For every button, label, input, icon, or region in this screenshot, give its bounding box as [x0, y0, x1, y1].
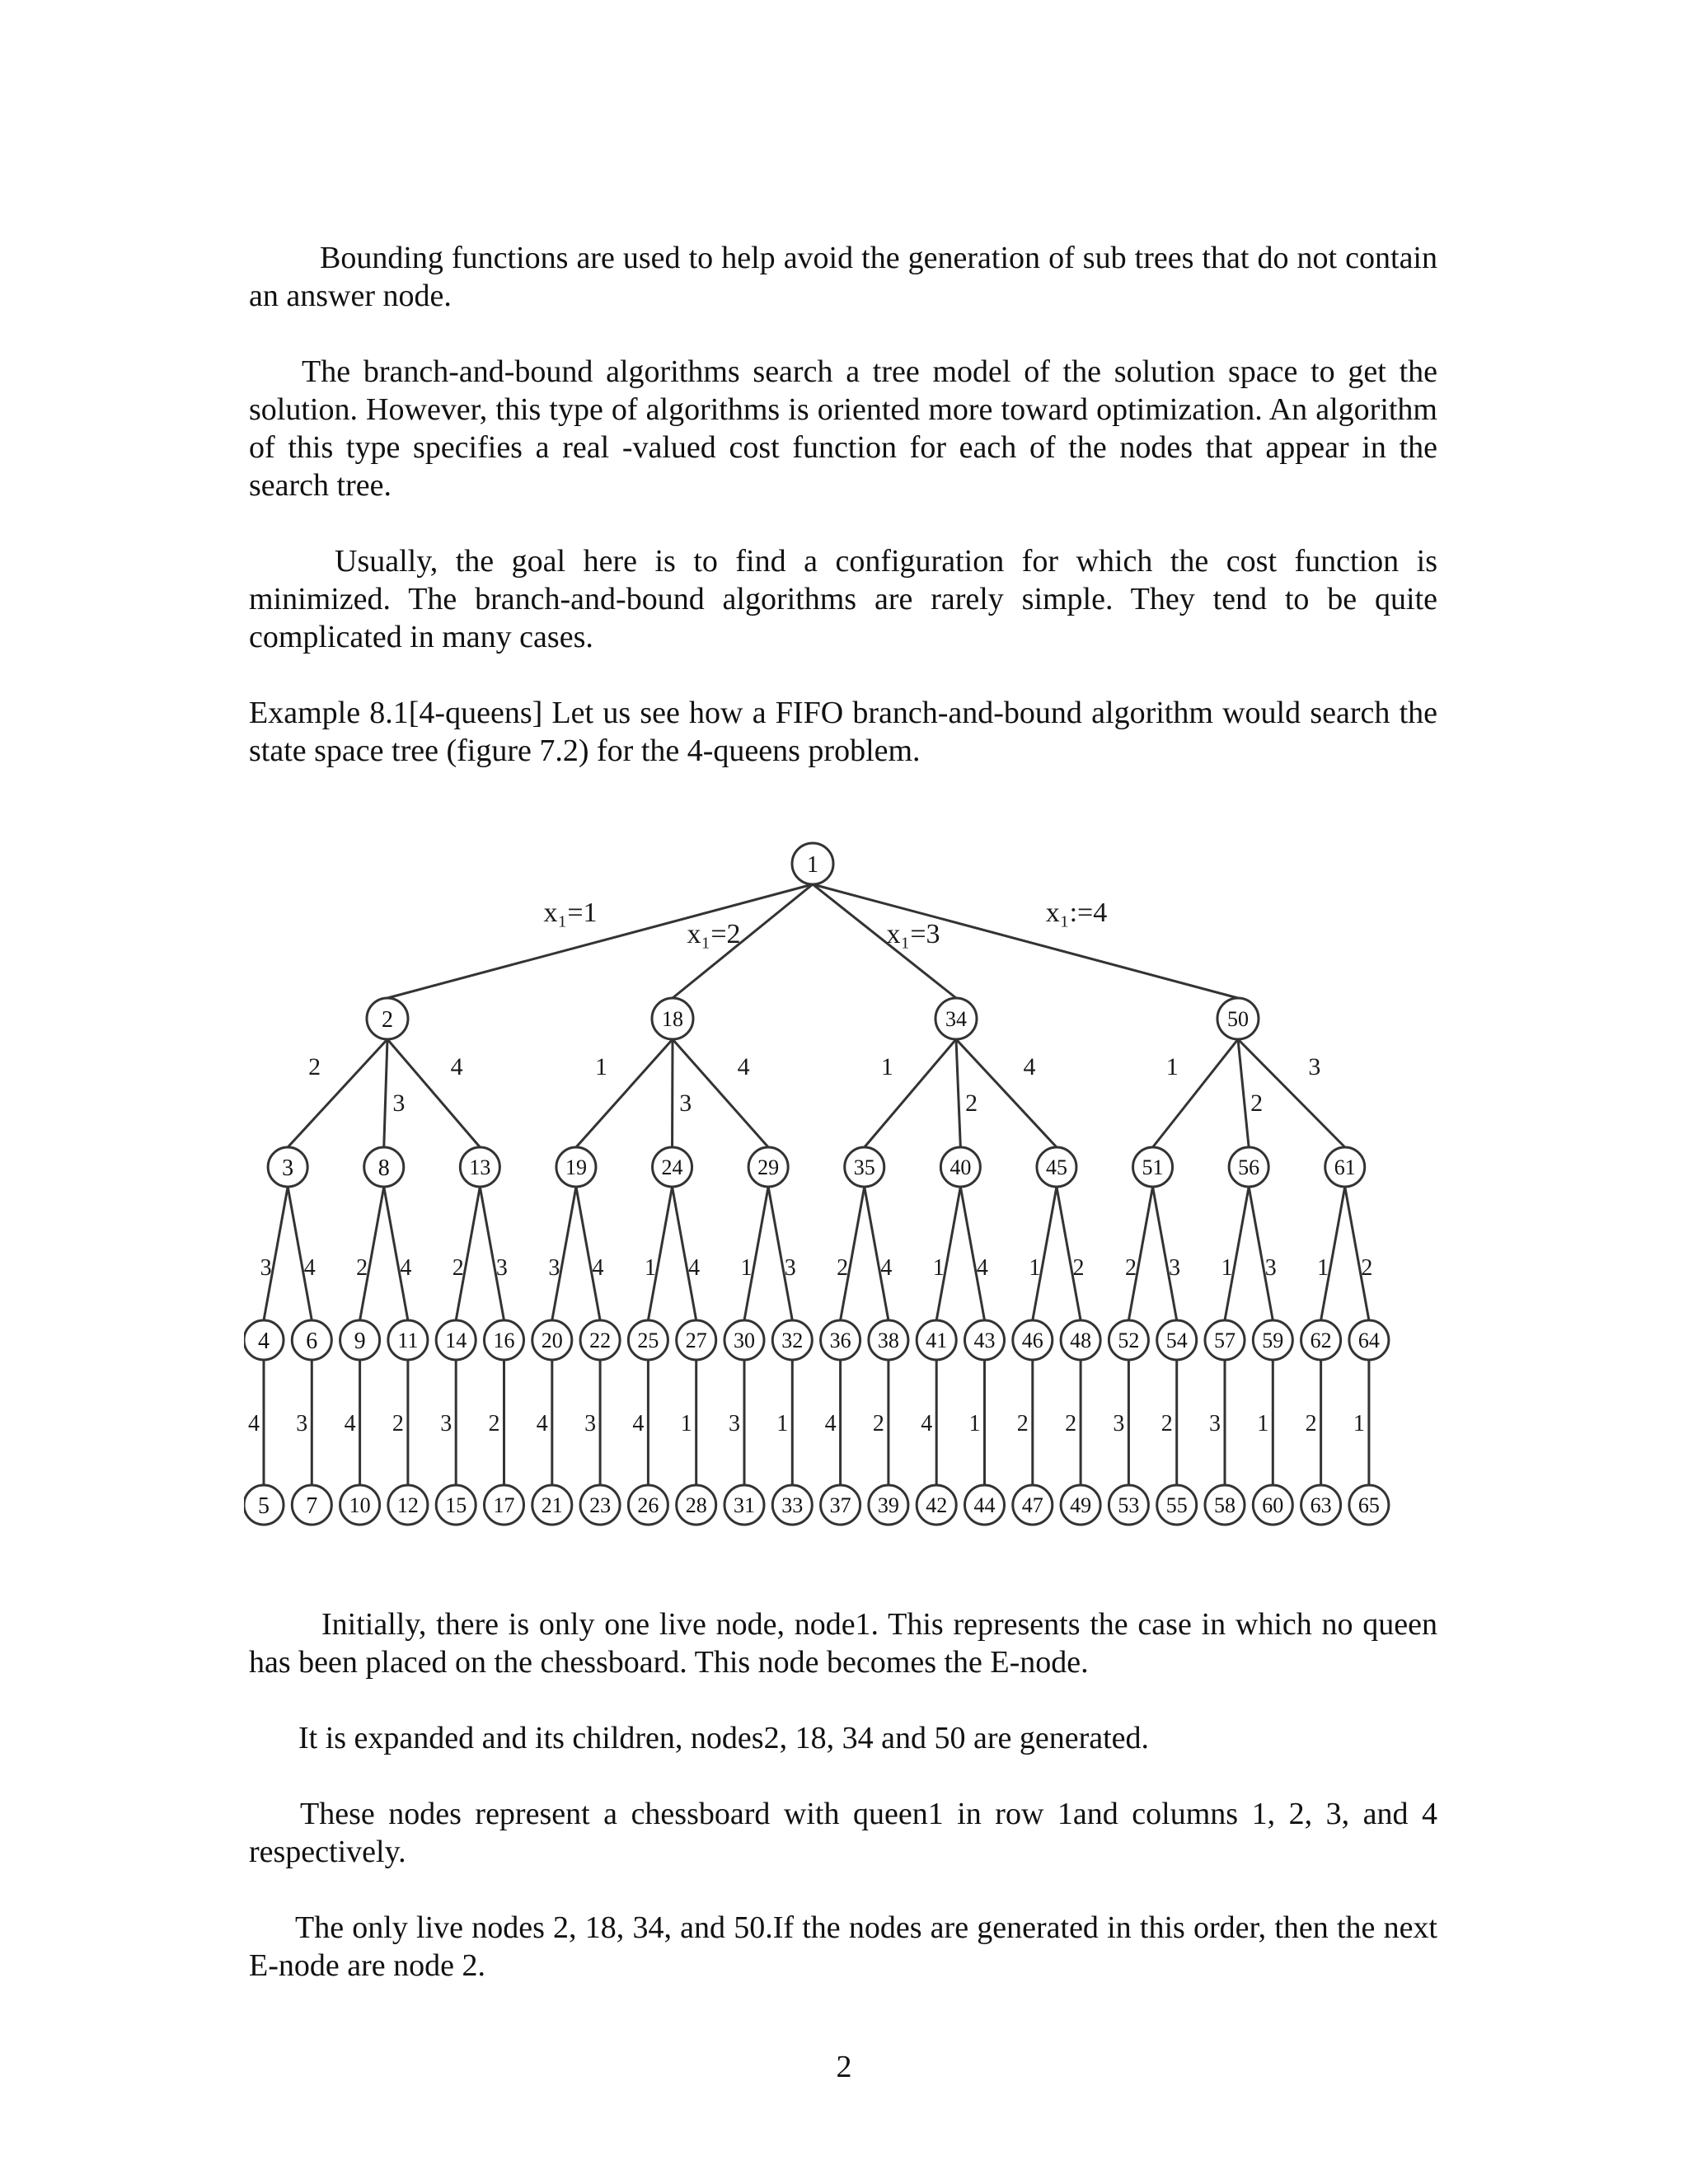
tree-edge — [865, 1039, 956, 1147]
tree-edge — [576, 1039, 673, 1147]
tree-edge — [813, 884, 1238, 998]
edge-label: 4 — [344, 1411, 356, 1436]
edge-label: 4 — [1023, 1053, 1036, 1080]
tree-node-label-26: 26 — [637, 1493, 659, 1518]
tree-node-label-38: 38 — [877, 1329, 899, 1353]
tree-node-label-3: 3 — [282, 1155, 294, 1181]
tree-node-label-60: 60 — [1262, 1493, 1284, 1518]
edge-label: 2 — [488, 1411, 500, 1436]
edge-label: 4 — [536, 1411, 548, 1436]
edge-label: 2 — [356, 1255, 368, 1281]
tree-node-label-47: 47 — [1021, 1493, 1043, 1518]
tree-node-label-55: 55 — [1165, 1493, 1188, 1518]
edge-label: 3 — [1113, 1411, 1125, 1436]
tree-node-label-19: 19 — [565, 1155, 587, 1180]
edge-label: 2 — [837, 1255, 849, 1281]
tree-node-label-15: 15 — [445, 1493, 467, 1518]
tree-node-label-5: 5 — [258, 1493, 270, 1519]
edge-label: 2 — [1250, 1090, 1264, 1117]
edge-label: 3 — [1169, 1255, 1181, 1281]
edge-label: 4 — [737, 1053, 750, 1080]
edge-label: 2 — [965, 1090, 978, 1117]
tree-node-label-10: 10 — [349, 1493, 371, 1518]
edge-label: 2 — [1305, 1411, 1317, 1436]
edge-label: 2 — [1124, 1255, 1137, 1281]
tree-node-label-58: 58 — [1214, 1493, 1236, 1518]
tree-node-label-32: 32 — [781, 1329, 804, 1353]
tree-node-label-2: 2 — [382, 1006, 393, 1033]
edge-label: 2 — [872, 1411, 884, 1436]
tree-node-label-30: 30 — [734, 1329, 755, 1353]
edge-label: 2 — [1016, 1411, 1029, 1436]
tree-node-label-6: 6 — [306, 1328, 318, 1354]
tree-node-label-51: 51 — [1142, 1155, 1164, 1180]
state-space-tree-figure — [244, 821, 1414, 1563]
tree-node-label-22: 22 — [589, 1329, 612, 1353]
tree-edge — [288, 1187, 312, 1320]
tree-edge — [1238, 1039, 1249, 1147]
tree-node-label-17: 17 — [493, 1493, 515, 1518]
tree-node-label-42: 42 — [926, 1493, 948, 1518]
tree-node-label-43: 43 — [973, 1329, 996, 1353]
paragraph-example: Example 8.1[4-queens] Let us see how a FIFO branch-and-bound algorithm would search the state space tree (figure 7.2) for the 4-queens problem. — [249, 696, 1437, 768]
tree-node-label-9: 9 — [354, 1328, 366, 1354]
tree-edge — [384, 1039, 387, 1147]
tree-node-label-11: 11 — [397, 1329, 419, 1353]
edge-label: 2 — [392, 1411, 404, 1436]
edge-label: 3 — [679, 1090, 692, 1117]
tree-edge — [960, 1187, 984, 1320]
tree-node-label-8: 8 — [377, 1155, 390, 1181]
edge-label: 2 — [452, 1255, 464, 1281]
edge-label: 1 — [880, 1053, 893, 1080]
tree-node-label-13: 13 — [469, 1155, 491, 1180]
tree-node-label-65: 65 — [1357, 1493, 1380, 1518]
edge-label: 1 — [740, 1255, 753, 1281]
tree-node-label-44: 44 — [973, 1493, 996, 1518]
edge-label: 1 — [968, 1411, 981, 1436]
tree-edge — [936, 1187, 960, 1320]
state-space-tree-svg — [244, 821, 1414, 1563]
tree-edge — [1033, 1187, 1057, 1320]
edge-label: 2 — [308, 1053, 321, 1080]
edge-label: 4 — [688, 1255, 701, 1281]
tree-edge — [865, 1187, 889, 1320]
edge-label: 4 — [921, 1411, 933, 1436]
tree-node-label-4: 4 — [258, 1328, 270, 1354]
tree-node-label-31: 31 — [734, 1493, 755, 1518]
tree-node-label-27: 27 — [685, 1329, 707, 1353]
tree-node-label-41: 41 — [926, 1329, 948, 1353]
edge-label: 2 — [1065, 1411, 1077, 1436]
tree-node-label-54: 54 — [1165, 1329, 1188, 1353]
tree-node-label-59: 59 — [1262, 1329, 1284, 1353]
tree-node-label-12: 12 — [396, 1493, 419, 1518]
tree-node-label-25: 25 — [637, 1329, 659, 1353]
tree-node-label-48: 48 — [1070, 1329, 1092, 1353]
edge-label: 4 — [248, 1411, 260, 1436]
paragraph-bounding-functions: Bounding functions are used to help avoid the generation of sub trees that do not contain an answer node. — [249, 241, 1437, 313]
tree-node-label-29: 29 — [757, 1155, 780, 1180]
edge-label: 1 — [1257, 1411, 1269, 1436]
edge-label: 1 — [594, 1053, 607, 1080]
tree-edge — [387, 884, 813, 998]
tree-edge — [480, 1187, 504, 1320]
tree-node-label-62: 62 — [1310, 1329, 1332, 1353]
tree-edge — [1249, 1187, 1273, 1320]
tree-node-label-18: 18 — [662, 1007, 683, 1032]
edge-label: 3 — [729, 1411, 740, 1436]
tree-node-label-35: 35 — [853, 1155, 875, 1180]
root-edge-label: x₁:=4 — [1045, 898, 1108, 928]
tree-edge — [1225, 1187, 1249, 1320]
edge-label: 1 — [1165, 1053, 1179, 1080]
edge-label: 3 — [1264, 1255, 1277, 1281]
tree-node-label-45: 45 — [1045, 1155, 1067, 1180]
edge-label: 4 — [824, 1411, 837, 1436]
edge-label: 3 — [548, 1255, 560, 1281]
tree-node-label-56: 56 — [1238, 1155, 1260, 1180]
tree-node-label-63: 63 — [1310, 1493, 1332, 1518]
edge-label: 1 — [1353, 1411, 1365, 1436]
tree-edge — [1057, 1187, 1081, 1320]
tree-edge — [360, 1187, 384, 1320]
edge-label: 3 — [1308, 1053, 1321, 1080]
tree-node-label-39: 39 — [877, 1493, 899, 1518]
tree-edge — [648, 1187, 672, 1320]
tree-edge — [552, 1187, 576, 1320]
paragraph-live-nodes: The only live nodes 2, 18, 34, and 50.If the nodes are generated in this order, then the next E-node are node 2. — [249, 1910, 1437, 1983]
tree-node-label-16: 16 — [493, 1329, 515, 1353]
tree-node-label-7: 7 — [306, 1493, 318, 1519]
edge-label: 1 — [776, 1411, 789, 1436]
paragraph-initially: Initially, there is only one live node, node1. This represents the case in which no queen has been placed on the chessboard. This node becomes the E-node. — [249, 1607, 1437, 1680]
tree-edge — [956, 1039, 960, 1147]
edge-label: 4 — [880, 1255, 893, 1281]
tree-edge — [288, 1039, 387, 1147]
tree-node-label-1: 1 — [807, 851, 818, 878]
edge-label: 3 — [1209, 1411, 1221, 1436]
tree-node-label-64: 64 — [1357, 1329, 1380, 1353]
tree-node-label-50: 50 — [1227, 1007, 1249, 1032]
edge-label: 3 — [495, 1255, 508, 1281]
tree-node-label-36: 36 — [829, 1329, 851, 1353]
paragraph-expanded: It is expanded and its children, nodes2, 18, 34 and 50 are generated. — [298, 1721, 1150, 1755]
tree-node-label-23: 23 — [589, 1493, 612, 1518]
tree-edge — [1321, 1187, 1345, 1320]
edge-label: 4 — [400, 1255, 412, 1281]
paragraph-branch-and-bound-intro: The branch-and-bound algorithms search a tree model of the solution space to get the solution. However, this type of algorithms is oriented more toward optimization. An algorithm of this type specifies a real -valued cost function for each of the nodes that appear in the search tree. — [249, 354, 1437, 503]
paragraph-goal: Usually, the goal here is to find a configuration for which the cost function is minimized. The branch-and-bound algorithms are rarely simple. They tend to be quite complicated in many cases. — [249, 544, 1437, 654]
tree-node-label-46: 46 — [1021, 1329, 1043, 1353]
edge-label: 3 — [440, 1411, 452, 1436]
tree-edge — [576, 1187, 600, 1320]
edge-label: 3 — [784, 1255, 796, 1281]
edge-label: 2 — [1160, 1411, 1173, 1436]
tree-node-label-57: 57 — [1214, 1329, 1236, 1353]
tree-edge — [384, 1187, 408, 1320]
edge-label: 3 — [392, 1090, 406, 1117]
root-edge-label: x₁=1 — [543, 898, 598, 928]
tree-edge — [1345, 1187, 1369, 1320]
tree-edge — [456, 1187, 480, 1320]
tree-node-label-34: 34 — [945, 1007, 967, 1032]
tree-node-label-20: 20 — [541, 1329, 563, 1353]
tree-node-label-49: 49 — [1070, 1493, 1092, 1518]
tree-node-label-52: 52 — [1118, 1329, 1140, 1353]
edge-label: 4 — [450, 1053, 463, 1080]
tree-node-label-14: 14 — [445, 1329, 467, 1353]
paragraph-chessboard: These nodes represent a chessboard with queen1 in row 1and columns 1, 2, 3, and 4 respectively. — [249, 1797, 1437, 1869]
tree-edge — [841, 1187, 865, 1320]
edge-label: 4 — [976, 1255, 988, 1281]
tree-node-label-61: 61 — [1334, 1155, 1356, 1180]
edge-label: 3 — [584, 1411, 597, 1436]
edge-label: 1 — [1317, 1255, 1329, 1281]
edge-label: 4 — [303, 1255, 316, 1281]
edge-label: 4 — [592, 1255, 604, 1281]
edge-label: 1 — [680, 1411, 692, 1436]
edge-label: 1 — [1029, 1255, 1041, 1281]
page-number: 2 — [836, 2050, 852, 2084]
tree-node-label-33: 33 — [781, 1493, 804, 1518]
edge-label: 1 — [644, 1255, 656, 1281]
tree-node-label-21: 21 — [541, 1493, 563, 1518]
edge-label: 2 — [1361, 1255, 1373, 1281]
tree-node-label-28: 28 — [685, 1493, 707, 1518]
edge-label: 2 — [1072, 1255, 1085, 1281]
edge-label: 1 — [932, 1255, 945, 1281]
edge-label: 1 — [1221, 1255, 1233, 1281]
tree-node-label-24: 24 — [661, 1155, 683, 1180]
root-edge-label: x₁=2 — [687, 919, 741, 949]
tree-node-label-53: 53 — [1118, 1493, 1140, 1518]
tree-node-label-37: 37 — [829, 1493, 851, 1518]
tree-edge — [1128, 1187, 1152, 1320]
edge-label: 3 — [260, 1255, 272, 1281]
tree-edge — [744, 1187, 768, 1320]
tree-node-label-40: 40 — [950, 1155, 972, 1180]
root-edge-label: x₁=3 — [886, 919, 940, 949]
tree-edge — [673, 1187, 696, 1320]
tree-edge — [768, 1187, 792, 1320]
tree-edge — [1153, 1187, 1177, 1320]
tree-edge — [264, 1187, 288, 1320]
edge-label: 3 — [296, 1411, 308, 1436]
edge-label: 4 — [632, 1411, 645, 1436]
